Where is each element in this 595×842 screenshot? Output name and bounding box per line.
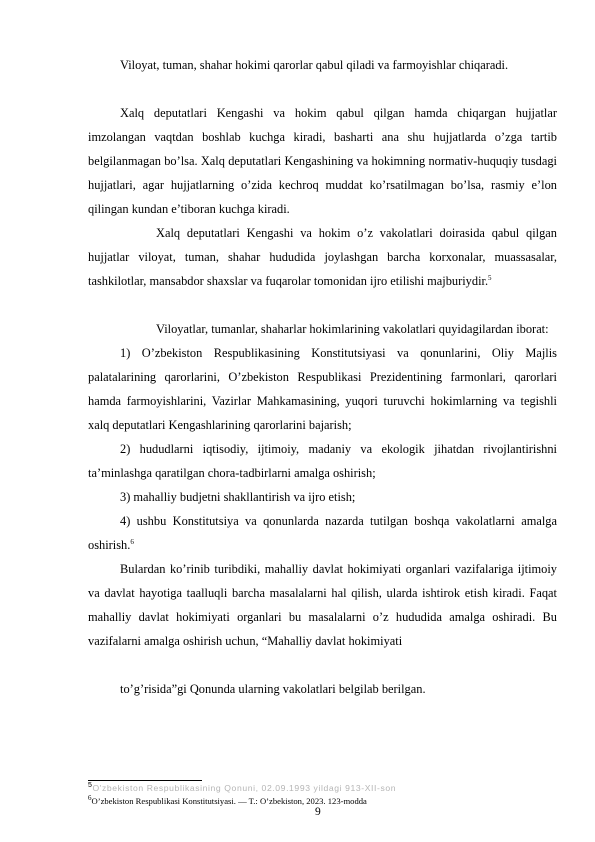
list-item-2: 2) hududlarni iqtisodiy, ijtimoiy, madaniy va ekologik jihatdan rivojlantirishni ta’minlashga qaratilgan chora-tadbirlarni amalga oshirish; xyxy=(88,442,557,480)
list-item-1: 1) O’zbekiston Respublikasining Konstitutsiyasi va qonunlarini, Oliy Majlis palatalarining qarorlarini, O’zbekiston Respublikasi Prezidentining farmonlari, qarorlari hamda farmoyishlarini, Vazirlar Mahkamasining, yuqori turuvchi hokimlarning va tegishli xalq deputatlari Kengashlarining qarorlarini bajarish; xyxy=(88,346,557,432)
footnote-5 xyxy=(88,783,396,793)
paragraph-closing: to’g’risida”gi Qonunda ularning vakolatlari belgilab berilgan. xyxy=(120,682,426,696)
list-item-3: 3) mahalliy budjetni shakllantirish va ijro etish; xyxy=(120,490,356,504)
paragraph-decree-authority: Viloyat, tuman, shahar hokimi qarorlar qabul qiladi va farmoyishlar chiqaradi. xyxy=(120,58,509,72)
footnote-6-number: 6 xyxy=(88,794,92,803)
paragraph-binding-documents xyxy=(88,222,557,294)
footnote-divider xyxy=(88,780,202,781)
footnote-6 xyxy=(88,796,367,806)
page-number: 9 xyxy=(315,806,321,818)
paragraph-powers-intro: Viloyatlar, tumanlar, shaharlar hokimlarining vakolatlari quyidagilardan iborat: xyxy=(156,322,549,336)
footnote-6-text: O’zbekiston Respublikasi Konstitutsiyasi. — T.: O’zbekiston, 2023. 123-modda xyxy=(91,796,367,806)
footnote-5-number: 5 xyxy=(88,782,93,790)
paragraph-binding-text: Xalq deputatlari Kengashi va hokim o’z vakolatlari doirasida qabul qilgan hujjatlar viloyat, tuman, shahar hududida joylashgan barcha korxonalar, muassasalar, tashkilotlar, mansabdor shaxslar va fuqarolar tomonidan ijro etilishi majburiydir. xyxy=(88,226,557,288)
footnote-ref-6: 6 xyxy=(130,537,134,546)
footnote-ref-5: 5 xyxy=(488,273,492,282)
paragraph-entry-into-force: Xalq deputatlari Kengashi va hokim qabul qilgan hamda chiqargan hujjatlar imzolangan vaqtdan boshlab kuchga kiradi, basharti ana shu hujjatlarda o’zga tartib belgilanmagan bo’lsa. Xalq deputatlari Kengashining va hokimning normativ-huquqiy tusdagi hujjatlari, agar hujjatlarning o’zida kechroq muddat ko’rsatilmagan bo’lsa, rasmiy e’lon qilingan kundan e’tiboran kuchga kiradi. xyxy=(88,106,557,216)
list-item-4 xyxy=(88,510,557,558)
list-item-4-text: 4) ushbu Konstitutsiya va qonunlarda nazarda tutilgan boshqa vakolatlarni amalga oshirish. xyxy=(88,514,557,552)
footnote-5-text: O'zbekiston Respublikasining Qonuni, 02.09.1993 yildagi 913-XII-son xyxy=(92,783,397,793)
paragraph-conclusion: Bulardan ko’rinib turibdiki, mahalliy davlat hokimiyati organlari vazifalariga ijtimoiy va davlat hayotiga taalluqli barcha masalalarni hal qilish, ularda ishtirok etish kiradi. Faqat mahalliy davlat hokimiyati organlari bu masalalarni o’z hududida amalga oshiradi. Bu vazifalarni amalga oshirish uchun, “Mahalliy davlat hokimiyati xyxy=(88,562,557,648)
